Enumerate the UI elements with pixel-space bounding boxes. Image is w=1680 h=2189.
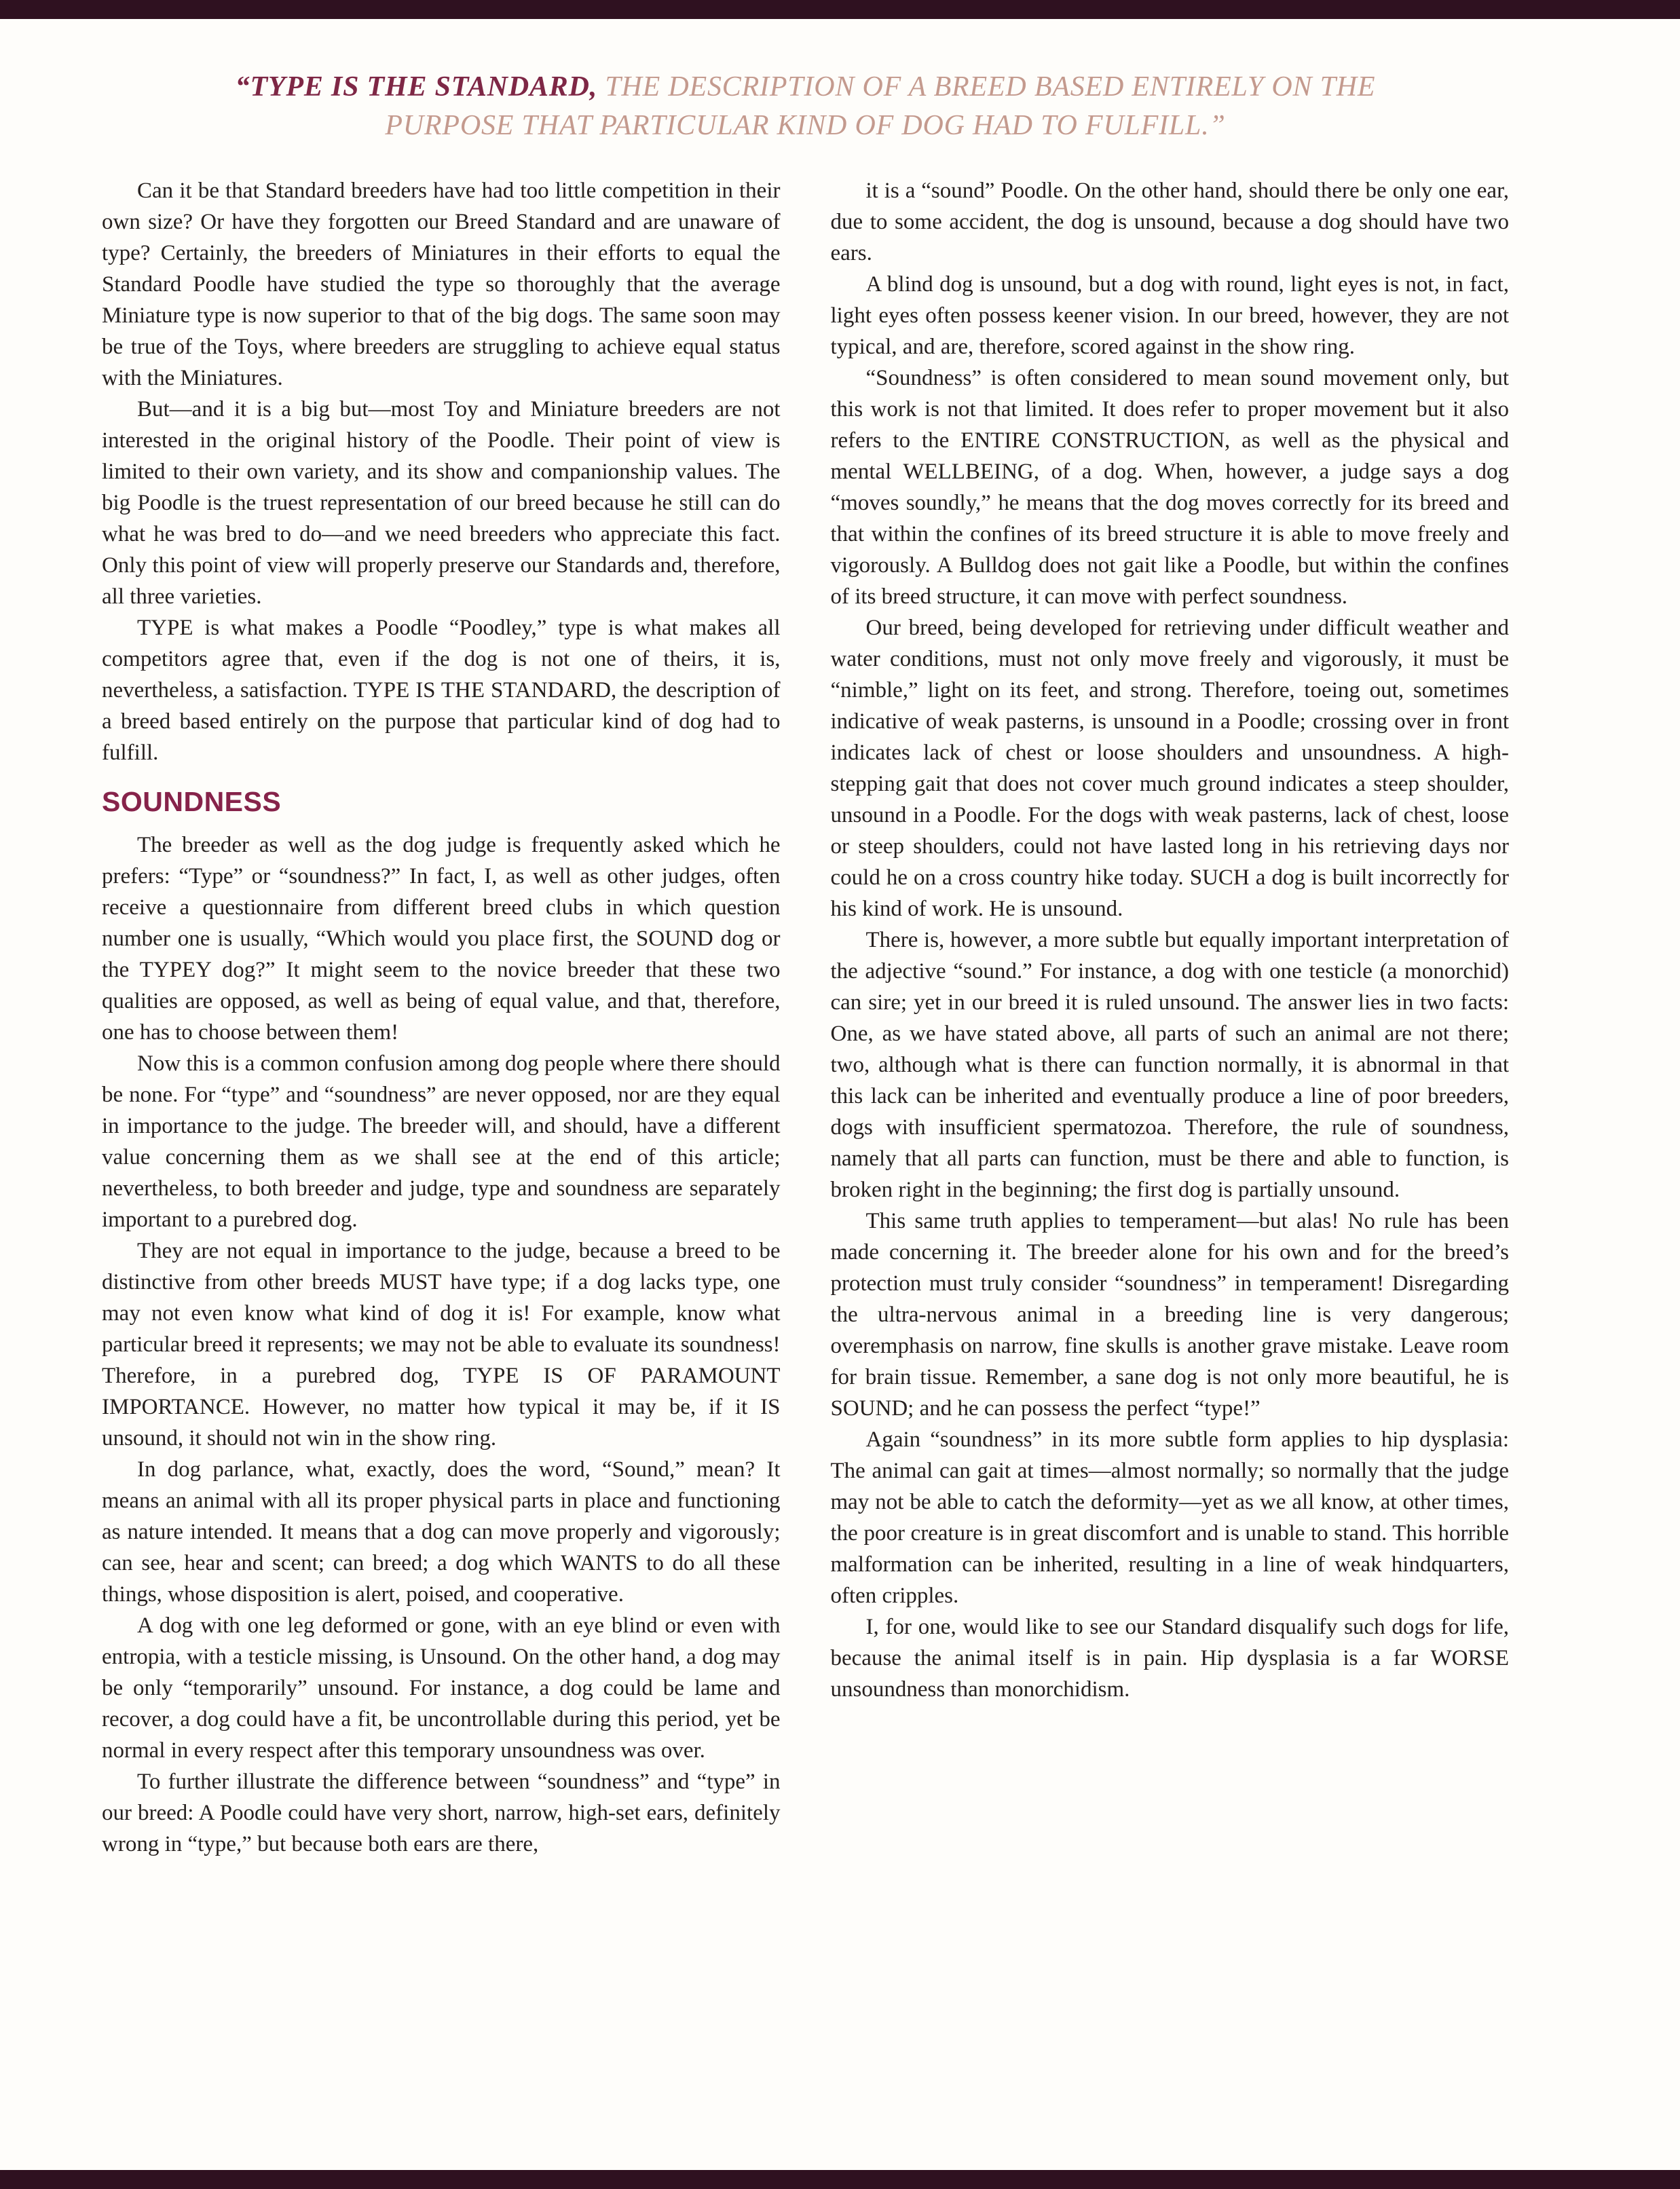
- body-paragraph: it is a “sound” Poodle. On the other hand, should there be only one ear, due to some accident, the dog is unsound, because a dog should have two ears.: [830, 179, 1509, 265]
- pull-quote-rest: THE DESCRIPTION OF A BREED BASED ENTIRELY ON THE PURPOSE THAT PARTICULAR KIND OF DOG HAD TO FULFILL.”: [385, 71, 1376, 141]
- soundness-section-heading: SOUNDNESS: [102, 786, 282, 817]
- body-paragraph: A dog with one leg deformed or gone, with an eye blind or even with entropia, with a testicle missing, is Unsound. On the other hand, a dog may be only “temporarily” unsound. For instance, a dog could be lame and recover, a dog could have a fit, be uncontrollable during this period, yet be normal in every respect after this temporary unsoundness was over.: [102, 1613, 781, 1763]
- body-paragraph: “Soundness” is often considered to mean sound movement only, but this work is not that limited. It does refer to proper movement but it also refers to the ENTIRE CONSTRUCTION, as well as the physical and mental WELLBEING, of a dog. When, however, a judge says a dog “moves soundly,” he means that the dog moves correctly for its breed and that within the confines of its breed structure it is able to move freely and vigorously. A Bulldog does not gait like a Poodle, but within the confines of its breed structure, it can move with perfect soundness.: [830, 366, 1509, 609]
- body-paragraph: The breeder as well as the dog judge is frequently asked which he prefers: “Type” or “soundness?” In fact, I, as well as other judges, often receive a questionnaire from different breed clubs in which question number one is usually, “Which would you place first, the SOUND dog or the TYPEY dog?” It might seem to the novice breeder that these two qualities are opposed, as well as being of equal value, and that, therefore, one has to choose between them!: [102, 833, 781, 1045]
- body-paragraph: But—and it is a big but—most Toy and Miniature breeders are not interested in the original history of the Poodle. Their point of view is limited to their own variety, and its show and companionship values. The big Poodle is the truest representation of our breed because he still can do what he was bred to do—and we need breeders who appreciate this fact. Only this point of view will properly preserve our Standards and, therefore, all three varieties.: [102, 397, 781, 609]
- page-content: [0, 19, 1680, 2170]
- body-paragraph: TYPE is what makes a Poodle “Poodley,” type is what makes all competitors agree that, even if the dog is not one of theirs, it is, nevertheless, a satisfaction. TYPE IS THE STANDARD, the description of a breed based entirely on the purpose that particular kind of dog had to fulfill.: [102, 616, 781, 765]
- right-column: [831, 175, 1510, 1705]
- body-paragraph: Can it be that Standard breeders have had too little competition in their own size? Or have they forgotten our Breed Standard and are unaware of type? Certainly, the breeders of Miniatures in their efforts to equal the Standard Poodle have studied the type so thoroughly that the average Miniature type is now superior to that of the big dogs. The same soon may be true of the Toys, where breeders are struggling to achieve equal status with the Miniatures.: [102, 179, 781, 390]
- body-paragraph: Now this is a common confusion among dog people where there should be none. For “type” and “soundness” are never opposed, nor are they equal in importance to the judge. The breeder will, and should, have a different value concerning them as we shall see at the end of this article; nevertheless, to both breeder and judge, type and soundness are separately important to a purebred dog.: [102, 1051, 781, 1232]
- left-column: [102, 175, 781, 1860]
- body-paragraph: A blind dog is unsound, but a dog with round, light eyes is not, in fact, light eyes often possess keener vision. In our breed, however, they are not typical, and are, therefore, scored against in the show ring.: [830, 272, 1509, 359]
- body-paragraph: This same truth applies to temperament—but alas! No rule has been made concerning it. The breeder alone for his own and for the breed’s protection must truly consider “soundness” in temperament! Disregarding the ultra-nervous animal in a breeding line is very dangerous; overemphasis on narrow, fine skulls is another grave mistake. Leave room for brain tissue. Remember, a sane dog is not only more beautiful, he is SOUND; and he can possess the perfect “type!”: [830, 1209, 1509, 1421]
- body-paragraph: Our breed, being developed for retrieving under difficult weather and water conditions, must not only move freely and vigorously, it must be “nimble,” light on its feet, and strong. Therefore, toeing out, sometimes indicative of weak pasterns, is unsound in a Poodle; crossing over in front indicates lack of chest or loose shoulders and unsoundness. A high-stepping gait that does not cover much ground indicates a steep shoulder, unsound in a Poodle. For the dogs with weak pasterns, lack of chest, loose or steep shoulders, could not have lasted long in his retrieving days nor could he on a cross country hike today. SUCH a dog is built incorrectly for his kind of work. He is unsound.: [830, 616, 1509, 921]
- body-paragraph: There is, however, a more subtle but equally important interpretation of the adjective “sound.” For instance, a dog with one testicle (a monorchid) can sire; yet in our breed it is ruled unsound. The answer lies in two facts: One, as we have stated above, all parts of such an animal are not there; two, although what is there can function normally, it is abnormal in that this lack can be inherited and eventually produce a line of poor breeders, dogs with insufficient spermatozoa. Therefore, the rule of soundness, namely that all parts can function, must be there and able to function, is broken right in the beginning; the first dog is partially unsound.: [830, 928, 1509, 1202]
- body-paragraph: Again “soundness” in its more subtle form applies to hip dysplasia: The animal can gait at times—almost normally; so normally that the judge may not be able to catch the deformity—yet as we all know, at other times, the poor creature is in great discomfort and is unable to stand. This horrible malformation can be inherited, resulting in a line of weak hindquarters, often cripples.: [830, 1427, 1509, 1608]
- body-paragraph: To further illustrate the difference between “soundness” and “type” in our breed: A Poodle could have very short, narrow, high-set ears, definitely wrong in “type,” but because both ears are there,: [102, 1770, 781, 1856]
- body-paragraph: They are not equal in importance to the judge, because a breed to be distinctive from other breeds MUST have type; if a dog lacks type, one may not even know what kind of dog it is! For example, know what particular breed it represents; we may not be able to evaluate its soundness! Therefore, in a purebred dog, TYPE IS OF PARAMOUNT IMPORTANCE. However, no matter how typical it may be, if it IS unsound, it should not win in the show ring.: [102, 1239, 781, 1451]
- page-bottom-border: [0, 2170, 1680, 2189]
- two-column-body: [102, 175, 1509, 1860]
- pull-quote-lead: “TYPE IS THE STANDARD,: [235, 71, 598, 102]
- pull-quote: [188, 68, 1423, 145]
- body-paragraph: I, for one, would like to see our Standard disqualify such dogs for life, because the animal itself is in pain. Hip dysplasia is a far WORSE unsoundness than monorchidism.: [830, 1615, 1509, 1702]
- body-paragraph: In dog parlance, what, exactly, does the word, “Sound,” mean? It means an animal with all its proper physical parts in place and functioning as nature intended. It means that a dog can move properly and vigorously; can see, hear and scent; can breed; a dog which WANTS to do all these things, whose disposition is alert, poised, and cooperative.: [102, 1457, 781, 1607]
- page-top-border: [0, 0, 1680, 19]
